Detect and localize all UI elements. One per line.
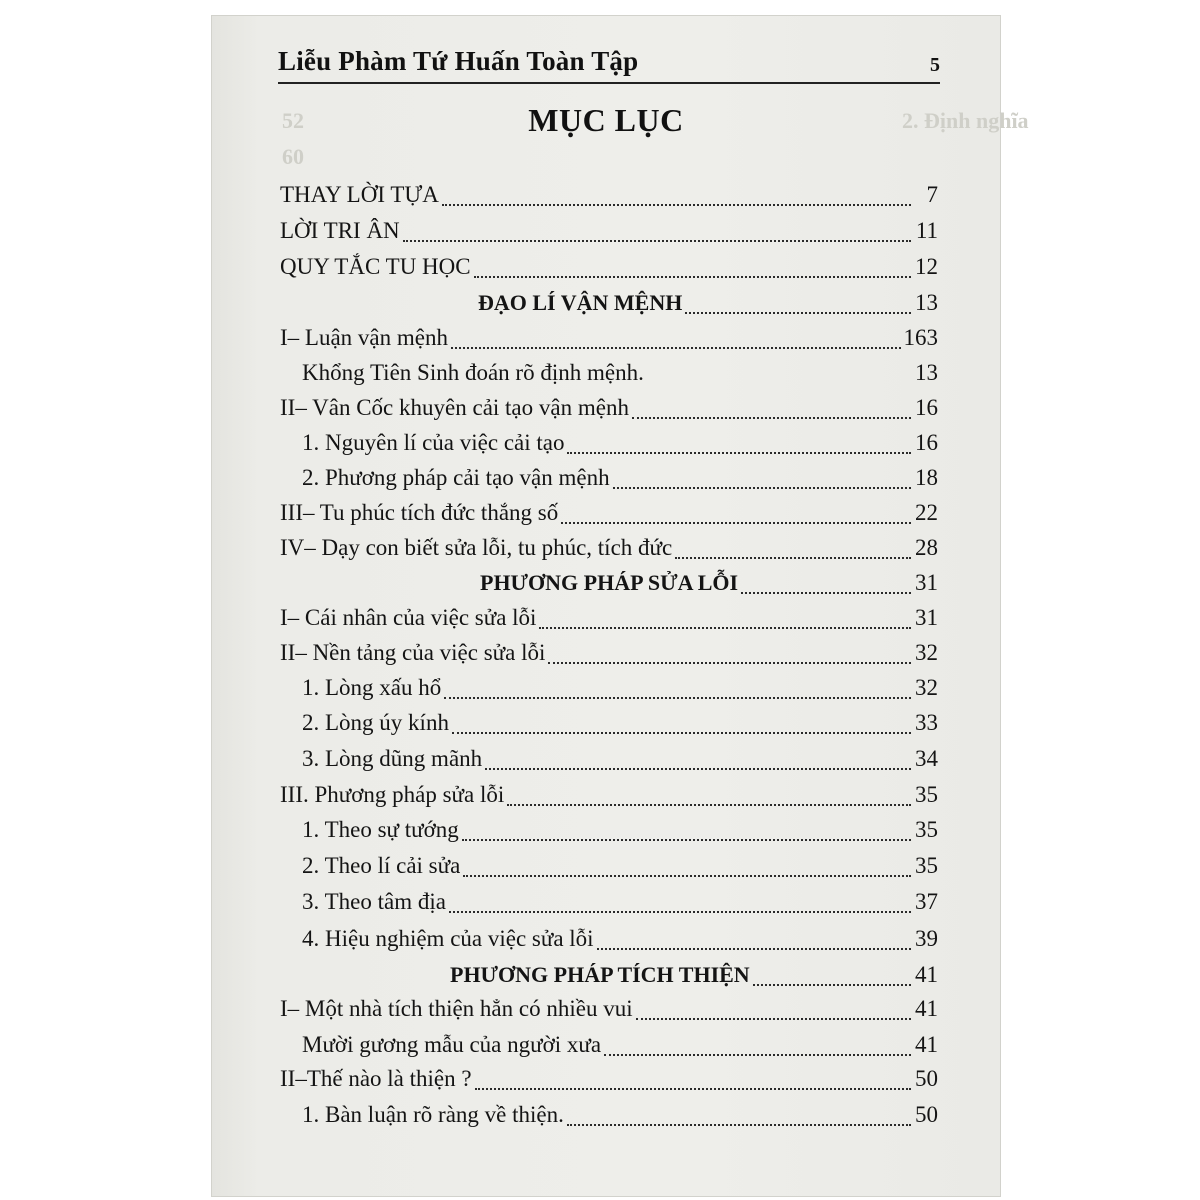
dot-leader [604,1053,911,1056]
dot-leader [647,381,911,384]
toc-entry [280,182,938,214]
toc-entry-page: 163 [903,325,938,350]
toc-entry-label: 1. Theo sự tướng [302,817,459,842]
toc-entry-label: II–Thế nào là thiện ? [280,1066,472,1091]
toc-entry [302,710,938,742]
toc-entry-label: IV– Dạy con biết sửa lỗi, tu phúc, tích đức [280,535,673,560]
dot-leader [507,803,911,806]
toc-entry [302,889,938,921]
toc-entry [302,1032,938,1064]
toc-entry [280,218,938,250]
toc-entry [302,430,938,462]
toc-entry-page: 33 [915,710,938,735]
toc-entry-label: III– Tu phúc tích đức thắng số [280,500,559,525]
dot-leader [475,1087,911,1090]
toc-entry [280,782,938,814]
toc-entry-page: 12 [915,254,938,279]
toc-entry-page: 37 [915,889,938,914]
toc-entry-label: Khổng Tiên Sinh đoán rõ định mệnh. [302,360,644,385]
dot-leader [632,416,911,419]
toc-entry [280,996,938,1028]
dot-leader [675,556,911,559]
toc-section-heading [450,962,938,994]
toc-entry-page: 18 [915,465,938,490]
dot-leader [403,239,911,242]
running-header-title: Liễu Phàm Tứ Huấn Toàn Tập [278,46,639,76]
toc-entry-label: 2. Phương pháp cải tạo vận mệnh [302,465,610,490]
dot-leader [567,1123,911,1126]
toc-entry-page: 35 [915,782,938,807]
toc-entry [302,675,938,707]
toc-entry-label: I– Cái nhân của việc sửa lỗi [280,605,537,630]
toc-entry-page: 32 [915,640,938,665]
toc-entry-label: 2. Theo lí cải sửa [302,853,461,878]
dot-leader [753,983,911,986]
toc-entry-label: 3. Theo tâm địa [302,889,446,914]
toc-entry-label: III. Phương pháp sửa lỗi [280,782,505,807]
toc-entry-page: 16 [915,395,938,420]
toc-entry-page: 32 [915,675,938,700]
dot-leader [451,346,901,349]
toc-entry-page: 35 [915,853,938,878]
dot-leader [463,874,911,877]
toc-entry [280,535,938,567]
bleed-through-text: 2. Định nghĩa [902,108,1029,133]
toc-entry-label: PHƯƠNG PHÁP TÍCH THIỆN [450,962,750,987]
toc-entry-label: Mười gương mẫu của người xưa [302,1032,602,1057]
toc-entry-label: II– Nền tảng của việc sửa lỗi [280,640,546,665]
toc-entry [302,1102,938,1134]
dot-leader [567,451,911,454]
toc-entry-label: I– Một nhà tích thiện hẳn có nhiều vui [280,996,633,1021]
toc-entry-label: 4. Hiệu nghiệm của việc sửa lỗi [302,926,594,951]
toc-entry-page: 39 [915,926,938,951]
toc-entry-page: 50 [915,1066,938,1091]
dot-leader [539,626,911,629]
toc-entry [302,926,938,958]
toc-entry-page: 13 [915,360,938,385]
toc-entry-page: 28 [915,535,938,560]
toc-entry [280,640,938,672]
toc-entry-label: 1. Nguyên lí của việc cải tạo [302,430,565,455]
dot-leader [485,767,911,770]
dot-leader [561,521,911,524]
toc-entry-label: II– Vân Cốc khuyên cải tạo vận mệnh [280,395,629,420]
toc-entry-label: 1. Lòng xấu hổ [302,675,442,700]
toc-entry-page: 50 [915,1102,938,1127]
dot-leader [597,947,911,950]
toc-entry-page: 41 [915,996,938,1021]
toc-entry [302,853,938,885]
toc-entry-page: 22 [915,500,938,525]
toc-entry-page: 31 [915,605,938,630]
toc-entry-page: 16 [915,430,938,455]
toc-title: MỤC LỤC [528,102,684,138]
toc-entry [302,746,938,778]
toc-entry [302,360,938,392]
toc-entry [280,325,938,357]
book-page [212,16,1029,1196]
toc-entry-label: THAY LỜI TỰA [280,182,439,207]
toc-section-heading [478,290,938,322]
dot-leader [741,591,911,594]
dot-leader [444,696,911,699]
dot-leader [548,661,911,664]
toc-entry-label: 2. Lòng úy kính [302,710,449,735]
dot-leader [636,1017,911,1020]
toc-entry-label: PHƯƠNG PHÁP SỬA LỖI [480,570,739,595]
bleed-through-text: 52 [282,108,304,133]
toc-entry-page: 41 [915,962,938,987]
bleed-through-text: 60 [282,144,304,169]
dot-leader [449,910,911,913]
toc-entry-page: 34 [915,746,938,771]
toc-entry-page: 41 [915,1032,938,1057]
toc-entry-page: 35 [915,817,938,842]
toc-entry-label: LỜI TRI ÂN [280,218,400,243]
toc-entry-label: ĐẠO LÍ VẬN MỆNH [478,290,683,315]
dot-leader [462,838,911,841]
toc-entry [280,395,938,427]
toc-entry-page: 11 [915,218,938,243]
toc-entry-label: 3. Lòng dũng mãnh [302,746,483,771]
toc-entry-label: 1. Bàn luận rõ ràng về thiện. [302,1102,564,1127]
toc-entry-label: I– Luận vận mệnh [280,325,448,350]
toc-section-heading [480,570,938,602]
dot-leader [474,275,911,278]
toc-entry-page: 7 [926,182,938,207]
dot-leader [685,311,911,314]
toc-entry [280,605,938,637]
table-of-contents [212,16,1000,1196]
toc-entry [280,254,938,286]
page-number: 5 [930,54,940,76]
dot-leader [442,203,911,206]
dot-leader [452,731,911,734]
toc-entry-page: 31 [915,570,938,595]
toc-entry [302,465,938,497]
toc-entry [302,817,938,849]
toc-entry [280,1066,938,1098]
toc-entry [280,500,938,532]
dot-leader [613,486,911,489]
toc-entry-page: 13 [915,290,938,315]
toc-entry-label: QUY TẮC TU HỌC [280,254,471,279]
